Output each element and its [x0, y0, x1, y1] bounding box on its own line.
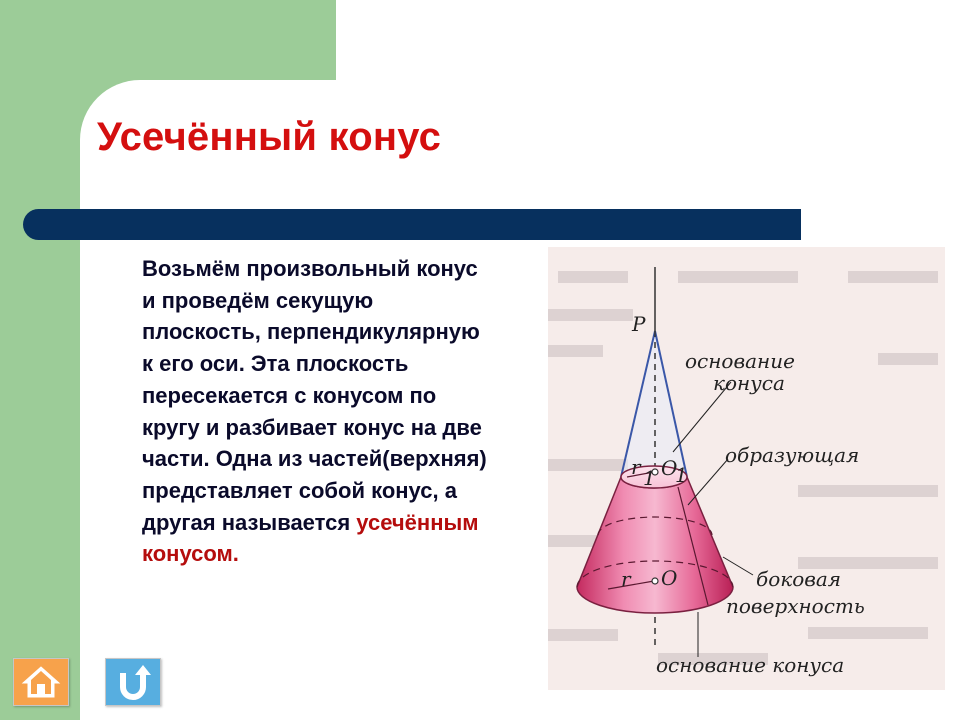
return-button[interactable]	[105, 658, 161, 706]
base-label-line1: основание	[685, 349, 795, 373]
bottom-base-label: основание конуса	[656, 653, 845, 677]
u-turn-arrow-icon	[106, 659, 160, 705]
base-label-line2: конуса	[713, 371, 785, 395]
leader-line-generator	[688, 459, 728, 505]
frustum-lateral-surface	[577, 477, 733, 613]
lateral-label-line1: боковая	[756, 567, 842, 591]
bottom-center-point	[652, 578, 658, 584]
cone-diagram	[548, 247, 945, 690]
top-center-label: O	[661, 456, 678, 480]
truncated-cone-figure	[548, 247, 945, 690]
lateral-label-line2: поверхность	[726, 594, 865, 618]
bottom-center-label: O	[661, 566, 678, 590]
title-divider-bar	[23, 209, 801, 240]
apex-label: P	[632, 312, 646, 336]
top-radius-subscript: 1	[643, 466, 656, 490]
house-icon	[14, 659, 68, 705]
bottom-radius-label: r	[621, 567, 631, 591]
home-button[interactable]	[13, 658, 69, 706]
generator-label: образующая	[725, 443, 860, 467]
body-text-main: Возьмём произвольный конус и проведём секущую плоскость, перпендикулярную к его оси. Эта плоскость пересекается с конусом по кругу и разбивает конус на две части. Одна из частей(верхняя) представляет собой конус, а другая называется	[142, 256, 487, 535]
top-center-subscript: 1	[675, 463, 688, 487]
top-radius-label: r	[631, 455, 641, 479]
slide-body-text	[142, 253, 492, 570]
slide-title: Усечённый конус	[97, 115, 442, 159]
body-text-highlight: усечённым конусом.	[142, 509, 479, 567]
